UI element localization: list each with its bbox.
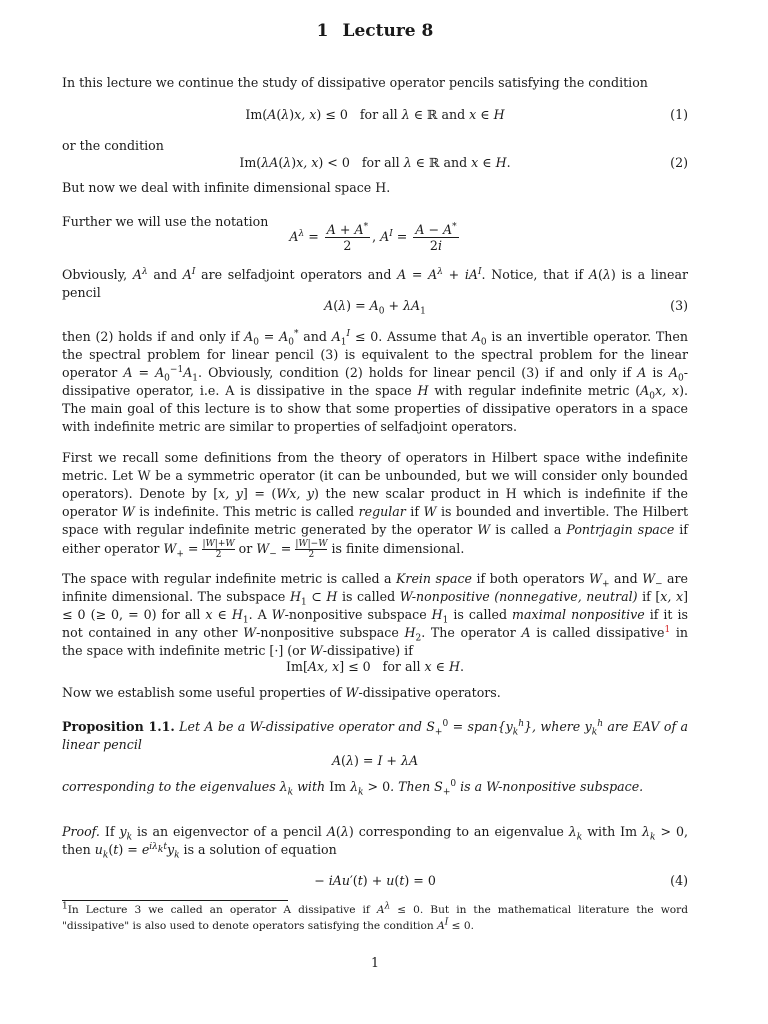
proposition-continuation: corresponding to the eigenvalues $\lambda_k$ with Im $\lambda_k > 0$. Then $S_+^0$ is a W-nonpositive subspace.	[62, 778, 644, 798]
equation-2-expr: Im(λA(λ)x, x) < 0 for all λ ∈ ℝ and x ∈ H.	[239, 155, 511, 170]
page-number: 1	[370, 955, 379, 970]
section-title-text: Lecture 8	[342, 21, 434, 41]
equation-1-number: (1)	[670, 107, 688, 122]
then-paragraph: then (2) holds if and only if $A_0 = A_0^*$ and $A_1^I \le 0$. Assume that $A_0$ is an invertible operator. Then the spectral problem for linear pencil (3) is equivalent to the spectral problem for the linear operator $A = A_0^{-1}A_1$. Obviously, condition (2) holds for linear pencil (3) if and only if A is $A_0$-dissipative operator, i.e. A is dissipative in the space H with regular indefinite metric ($A_0x$, x). The main goal of this lecture is to show that some properties of dissipative operators in a space with indefinite metric are similar to properties of selfadjoint operators.	[62, 328, 688, 434]
definitions-paragraph: First we recall some definitions from the theory of operators in Hilbert space withe indefinite metric. Let W be a symmetric operator (it can be unbounded, but we will consider only bounded operators). Denote by [x, y] = (Wx, y) the new scalar product in H which is indefinite if the operator W is indefinite. This metric is called regular if W is bounded and invertible. The Hilbert space with regular indefinite metric generated by the operator W is called a Pontrjagin space if either operator $W_+$ = $\frac{|W|+W}{2}$ or $W_-$ = $\frac{|W|-W}{2}$ is finite dimensional.	[62, 450, 689, 560]
equation-2-number: (2)	[670, 155, 688, 170]
proof-paragraph: Proof. If $y_k$ is an eigenvector of a pencil A(λ) corresponding to an eigenvalue $\lambda_k$ with Im $\lambda_k > 0$, then $u_k(t) = e^{i\lambda_kt}y_k$ is a solution of equation	[62, 824, 689, 861]
footnote-rule	[62, 900, 288, 901]
proposition-equation: A(λ) = I + λA	[331, 753, 419, 768]
equation-1-expr: Im(A(λ)x, x) ≤ 0 for all λ ∈ ℝ and x ∈ H	[245, 107, 505, 122]
establish-text: Now we establish some useful properties of W-dissipative operators.	[62, 685, 501, 700]
proposition: Proposition 1.1. Let A be a W-dissipative operator and $S_+^0$ = $span\{y_k^h\}$, where $y_k^h$ are EAV of a linear pencil	[62, 718, 688, 752]
section-title	[62, 22, 688, 40]
infinite-dim-text: But now we deal with infinite dimensional space H.	[62, 180, 391, 195]
equation-3-number: (3)	[670, 298, 688, 313]
equation-3	[62, 297, 688, 315]
proposition-label: Proposition 1.1.	[62, 719, 175, 734]
footnote: $^1$In Lecture 3 we called an operator A dissipative if $A^\lambda \le 0$. But in the mathematical literature the word "dissipative" is also used to denote operators satisfying the condition $A^I \le 0$.	[62, 901, 688, 932]
or-condition-text: or the condition	[62, 138, 164, 153]
obviously-paragraph: Obviously, $A^\lambda$ and $A^I$ are selfadjoint operators and $A = A^\lambda + iA^I$. Notice, that if A(λ) is a linear pencil	[62, 266, 689, 300]
dissipative-equation: Im[Ax, x] ≤ 0 for all x ∈ H.	[286, 659, 464, 674]
footnote-marker[interactable]: 1	[664, 624, 671, 635]
equation-4	[62, 872, 688, 890]
equation-4-number: (4)	[670, 873, 688, 888]
footnote-number: 1	[62, 901, 68, 912]
krein-paragraph: The space with regular indefinite metric is called a Krein space if both operators $W_+$ and $W_-$ are infinite dimensional. The subspace $H_1$ ⊂ H is called W-nonpositive (nonnegative, neutral) if [x, x] ≤ 0 (≥ 0, = 0) for all x ∈ $H_1$. A W-nonpositive subspace $H_1$ is called maximal nonpositive if it is not contained in any other W-nonpositive subspace $H_2$. The operator A is called dissipative$^1$ in the space with indefinite metric [·] (or W-dissipative) if	[62, 571, 689, 658]
proof-label: Proof.	[62, 824, 100, 839]
equation-2	[62, 154, 688, 172]
notation-intro: Further we will use the notation	[62, 214, 269, 229]
equation-4-expr: − iAu′(t) + u(t) = 0	[314, 873, 436, 888]
equation-1	[62, 106, 688, 124]
intro-paragraph: In this lecture we continue the study of dissipative operator pencils satisfying the condition	[62, 75, 648, 90]
equation-3-expr: $A(\lambda) = A_0 + \lambda A_1$	[324, 298, 426, 317]
notation-equation: $A^\lambda$ = $\frac{A + A^*}{2}$ , $A^I$ = $\frac{A - A^*}{2i}$	[289, 221, 457, 253]
section-number: 1	[316, 21, 329, 41]
